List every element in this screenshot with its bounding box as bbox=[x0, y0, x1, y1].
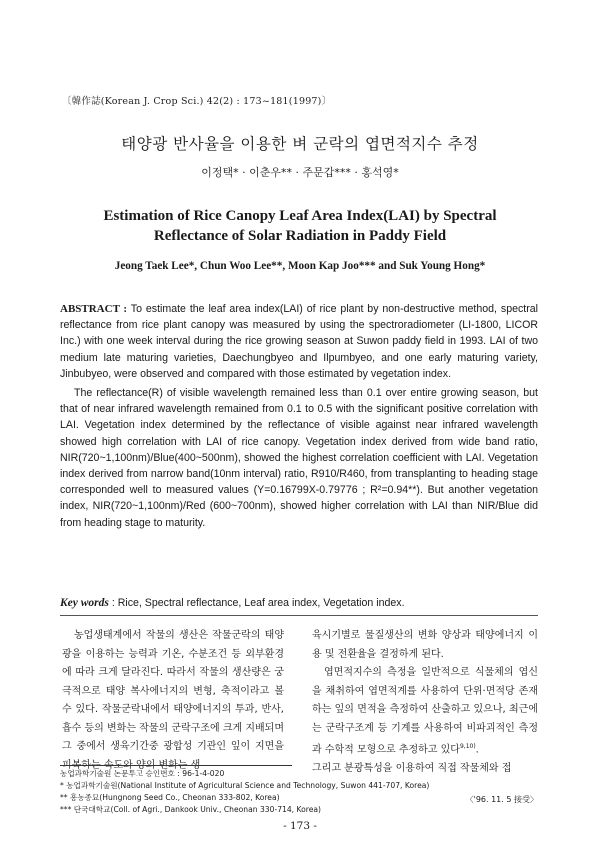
body-right-column bbox=[312, 627, 538, 778]
keywords-text: : Rice, Spectral reflectance, Leaf area index, Vegetation index. bbox=[111, 597, 405, 609]
keywords bbox=[60, 597, 538, 609]
footnote-approval: 농업과학기술원 논문투고 승인번호 : 96-1-4-020 bbox=[60, 769, 225, 778]
body-right-paragraph-2 bbox=[312, 664, 538, 760]
footnote-affiliation-2: ** 흥농종묘(Hungnong Seed Co., Cheonan 333-802, Korea) bbox=[60, 793, 280, 802]
body-left-column bbox=[62, 627, 284, 775]
abstract-label: ABSTRACT : bbox=[60, 303, 128, 315]
title-english-line1: Estimation of Rice Canopy Leaf Area Index(LAI) by Spectral bbox=[103, 208, 497, 224]
title-korean: 태양광 반사율을 이용한 벼 군락의 엽면적지수 추정 bbox=[121, 135, 479, 153]
page-number: - 173 - bbox=[283, 820, 317, 832]
received-date: 〈'96. 11. 5 接受〉 bbox=[465, 795, 538, 804]
title-english-line2: Reflectance of Solar Radiation in Paddy Field bbox=[153, 228, 447, 244]
footnote-affiliation-3: *** 단국대학교(Coll. of Agri., Dankook Univ., Cheonan 330-714, Korea) bbox=[60, 805, 322, 814]
footnotes bbox=[60, 768, 540, 816]
authors-english: Jeong Taek Lee*, Chun Woo Lee**, Moon Kap Joo*** and Suk Young Hong* bbox=[114, 260, 486, 272]
body-right-paragraph-2-end: . bbox=[475, 744, 479, 756]
title-english bbox=[0, 206, 600, 246]
footnote-affiliation-1: * 농업과학기술원(National Institute of Agricultural Science and Technology, Suwon 441-707, Korea) bbox=[60, 781, 430, 790]
journal-reference: 〔韓作誌(Korean J. Crop Sci.) 42(2) : 173~181(1997)〕 bbox=[62, 96, 332, 107]
abstract-text-1: To estimate the leaf area index(LAI) of rice plant by non-destructive method, spectral reflectance from rice plant canopy was measured by using the spectroradiometer (LI-1800, LICOR Inc.) with one week interval during the rice growing season at Suwon paddy field in 1993. LAI of two medium late maturing varieties, Daechungbyeo and Ilpumbyeo, and one early maturing variety, Jinbubyeo, were observed and compared with those estimated by vegetation index. bbox=[60, 303, 538, 380]
keywords-label: Key words bbox=[60, 597, 109, 609]
keywords-divider bbox=[60, 615, 538, 616]
body-right-paragraph-1: 육시기별로 물질생산의 변화 양상과 태양에너지 이용 및 전환율을 결정하게 된다. bbox=[312, 630, 538, 660]
citation-superscript: 9,10) bbox=[459, 743, 476, 750]
body-right-paragraph-3: 그리고 분광특성을 이용하여 직접 작물체와 접 bbox=[312, 762, 512, 774]
footnote-divider bbox=[60, 765, 292, 766]
body-right-paragraph-2-text: 엽면적지수의 측정을 일반적으로 식물체의 엽신을 채취하여 엽면적계를 사용하여 단위·면적당 존재하는 잎의 면적을 측정하여 산출하고 있으나, 최근에는 군락구조계 등 기계를 사용하여 비파괴적인 측정과 수학적 모형으로 추정하고 있다 bbox=[312, 667, 538, 756]
abstract-paragraph-1 bbox=[60, 301, 538, 382]
abstract-paragraph-2: The reflectance(R) of visible wavelength remained less than 0.1 over entire growing season, but that of near infrared wavelength remained from 0.1 to 0.5 with the significant positive correlation with LAI. Vegetation index determined by the reflectance of visible against near infrared wavelength showed high correlation with LAI of rice canopy. Vegetation index derived from wide band ratio, NIR(720~1,100nm)/Blue(400~500nm), showed the highest correlation coefficient with LAI. Vegetation index derived from narrow band(10nm interval) ratio, R910/R460, from transplanting to heading stage corresponded well to measured values (Y=0.16799X-0.79776 ; R²=0.94**). But another vegetation index, NIR(720~1,100nm)/Red (600~700nm), showed higher correlation with LAI than NIR/Blue did from heading stage to maturity. bbox=[60, 387, 538, 529]
authors-korean: 이정택* · 이춘우** · 주문갑*** · 홍석영* bbox=[201, 166, 399, 179]
body-left-paragraph: 농업생태계에서 작물의 생산은 작물군락의 태양광을 이용하는 능력과 기온, 수분조건 등 외부환경에 따라 크게 달라진다. 따라서 작물의 생산량은 궁극적으로 태양 복사에너지의 변형, 축적이라고 볼 수 있다. 작물군락내에서 태양에너지의 투과, 반사, 흡수 등의 변화는 작물의 군락구조에 크게 지배되며 그 중에서 생육기간중 광합성 기관인 잎이 지면을 피복하는 속도와 양의 변화는 생 bbox=[62, 630, 284, 771]
abstract bbox=[60, 301, 538, 531]
